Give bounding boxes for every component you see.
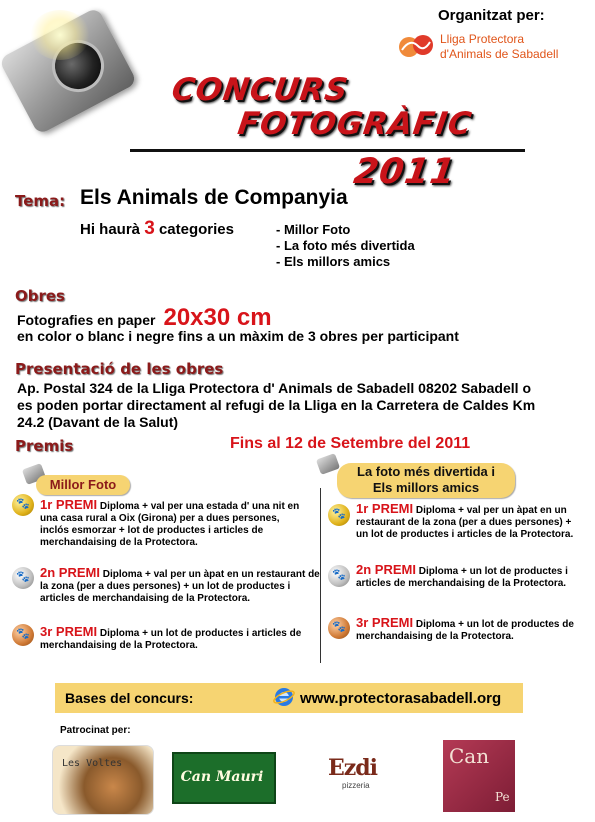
prize-text: Diploma + val per un àpat en un restaurant de la zona (per a dues persones) + un lot de productes i articles de merchandaising de la Protectora. [40, 569, 320, 604]
prize-entry [40, 567, 320, 605]
gold-medal-icon [328, 504, 350, 526]
title-year: 2011 [351, 152, 459, 192]
tema-value: Els Animals de Companyia [80, 186, 348, 209]
title-line1: CONCURS [169, 72, 351, 108]
organizer-name-line1: Lliga Protectora [440, 32, 525, 46]
categories-count: 3 [144, 218, 155, 239]
prize-entry [40, 499, 310, 549]
sponsor-ezdi-subtitle: pizzeria [342, 781, 370, 790]
obres-title: Obres [15, 287, 65, 305]
column-divider [320, 488, 321, 663]
prize-text: Diploma + un lot de productes i articles de merchandaising de la Protectora. [356, 566, 568, 589]
presentacio-text: Ap. Postal 324 de la Lliga Protectora d' Animals de Sabadell 08202 Sabadell o es poden portar directament al refugi de la Lliga en la Carretera de Caldes Km 24.2 (Davant de la Salut) [17, 380, 536, 430]
title-underline [130, 149, 525, 152]
category-item: - La foto més divertida [276, 238, 415, 253]
presentacio-title: Presentació de les obres [15, 360, 224, 378]
prize-name: 3r PREMI [356, 615, 414, 630]
sponsors-label: Patrocinat per: [60, 725, 131, 736]
divertida-label-line2: Els millors amics [372, 480, 480, 495]
deadline-text: Fins al 12 de Setembre del 2011 [230, 435, 471, 452]
silver-medal-icon [12, 567, 34, 589]
prize-text: Diploma + un lot de productes i articles de merchandaising de la Protectora. [40, 628, 302, 651]
browser-icon [272, 685, 296, 709]
organizer-name-line2: d'Animals de Sabadell [440, 47, 559, 61]
website-link[interactable]: www.protectorasabadell.org [300, 690, 502, 707]
sponsor-can-pe-line1: Can [449, 744, 490, 768]
obres-line1-prefix: Fotografies en paper [17, 312, 156, 328]
categories-suffix: categories [158, 221, 234, 238]
prize-name: 1r PREMI [40, 497, 98, 512]
bronze-medal-icon [12, 624, 34, 646]
organizer-name [440, 32, 558, 62]
title-line2: FOTOGRÀFIC [235, 106, 475, 142]
category-item: - Millor Foto [276, 222, 351, 237]
gold-medal-icon [12, 494, 34, 516]
sponsor-can-mauri-text: Can Mauri [180, 769, 264, 785]
prize-name: 1r PREMI [356, 501, 414, 516]
bronze-medal-icon [328, 617, 350, 639]
sponsor-can-pe-line2: Pe [495, 790, 510, 804]
prize-name: 3r PREMI [40, 624, 98, 639]
categories-list [276, 222, 415, 270]
prize-name: 2n PREMI [356, 562, 416, 577]
divertida-label [337, 463, 515, 498]
divertida-label-line1: La foto més divertida i [357, 464, 495, 479]
prize-text: Diploma + val per una estada d' una nit en una casa rural a Oix (Girona) per a dues persones, inclós esmorzar + lot de productes i articles de merchandaising de la Protectora. [40, 501, 300, 548]
categories-count-text [80, 218, 234, 240]
tema-label: Tema: [15, 192, 66, 210]
premis-title: Premis [15, 437, 74, 455]
prize-text: Diploma + val per un àpat en un restaurant de la zona (per a dues persones) + un lot de productes i articles de la Protectora. [356, 505, 574, 540]
category-item: - Els millors amics [276, 254, 391, 269]
camera-image [0, 0, 140, 125]
lliga-logo-icon [398, 30, 434, 62]
prize-entry [356, 503, 581, 541]
categories-prefix: Hi haurà [80, 221, 141, 238]
silver-medal-icon [328, 565, 350, 587]
obres-format: 20x30 cm [163, 304, 272, 331]
obres-line2: en color o blanc i negre fins a un màxim de 3 obres per participant [17, 328, 459, 344]
prize-entry [356, 617, 581, 643]
prize-entry [356, 564, 581, 590]
prize-text: Diploma + un lot de productes de merchandaising de la Protectora. [356, 619, 574, 642]
sponsor-logo-les-voltes [52, 745, 154, 815]
millor-foto-label: Millor Foto [36, 475, 130, 495]
sponsor-ezdi-logo: Ezdi [328, 755, 378, 781]
prize-entry [40, 626, 310, 652]
organizer-label: Organitzat per: [438, 7, 545, 24]
prize-name: 2n PREMI [40, 565, 100, 580]
bases-label: Bases del concurs: [65, 690, 194, 706]
sponsor-les-voltes-text: Les Voltes [62, 758, 123, 769]
